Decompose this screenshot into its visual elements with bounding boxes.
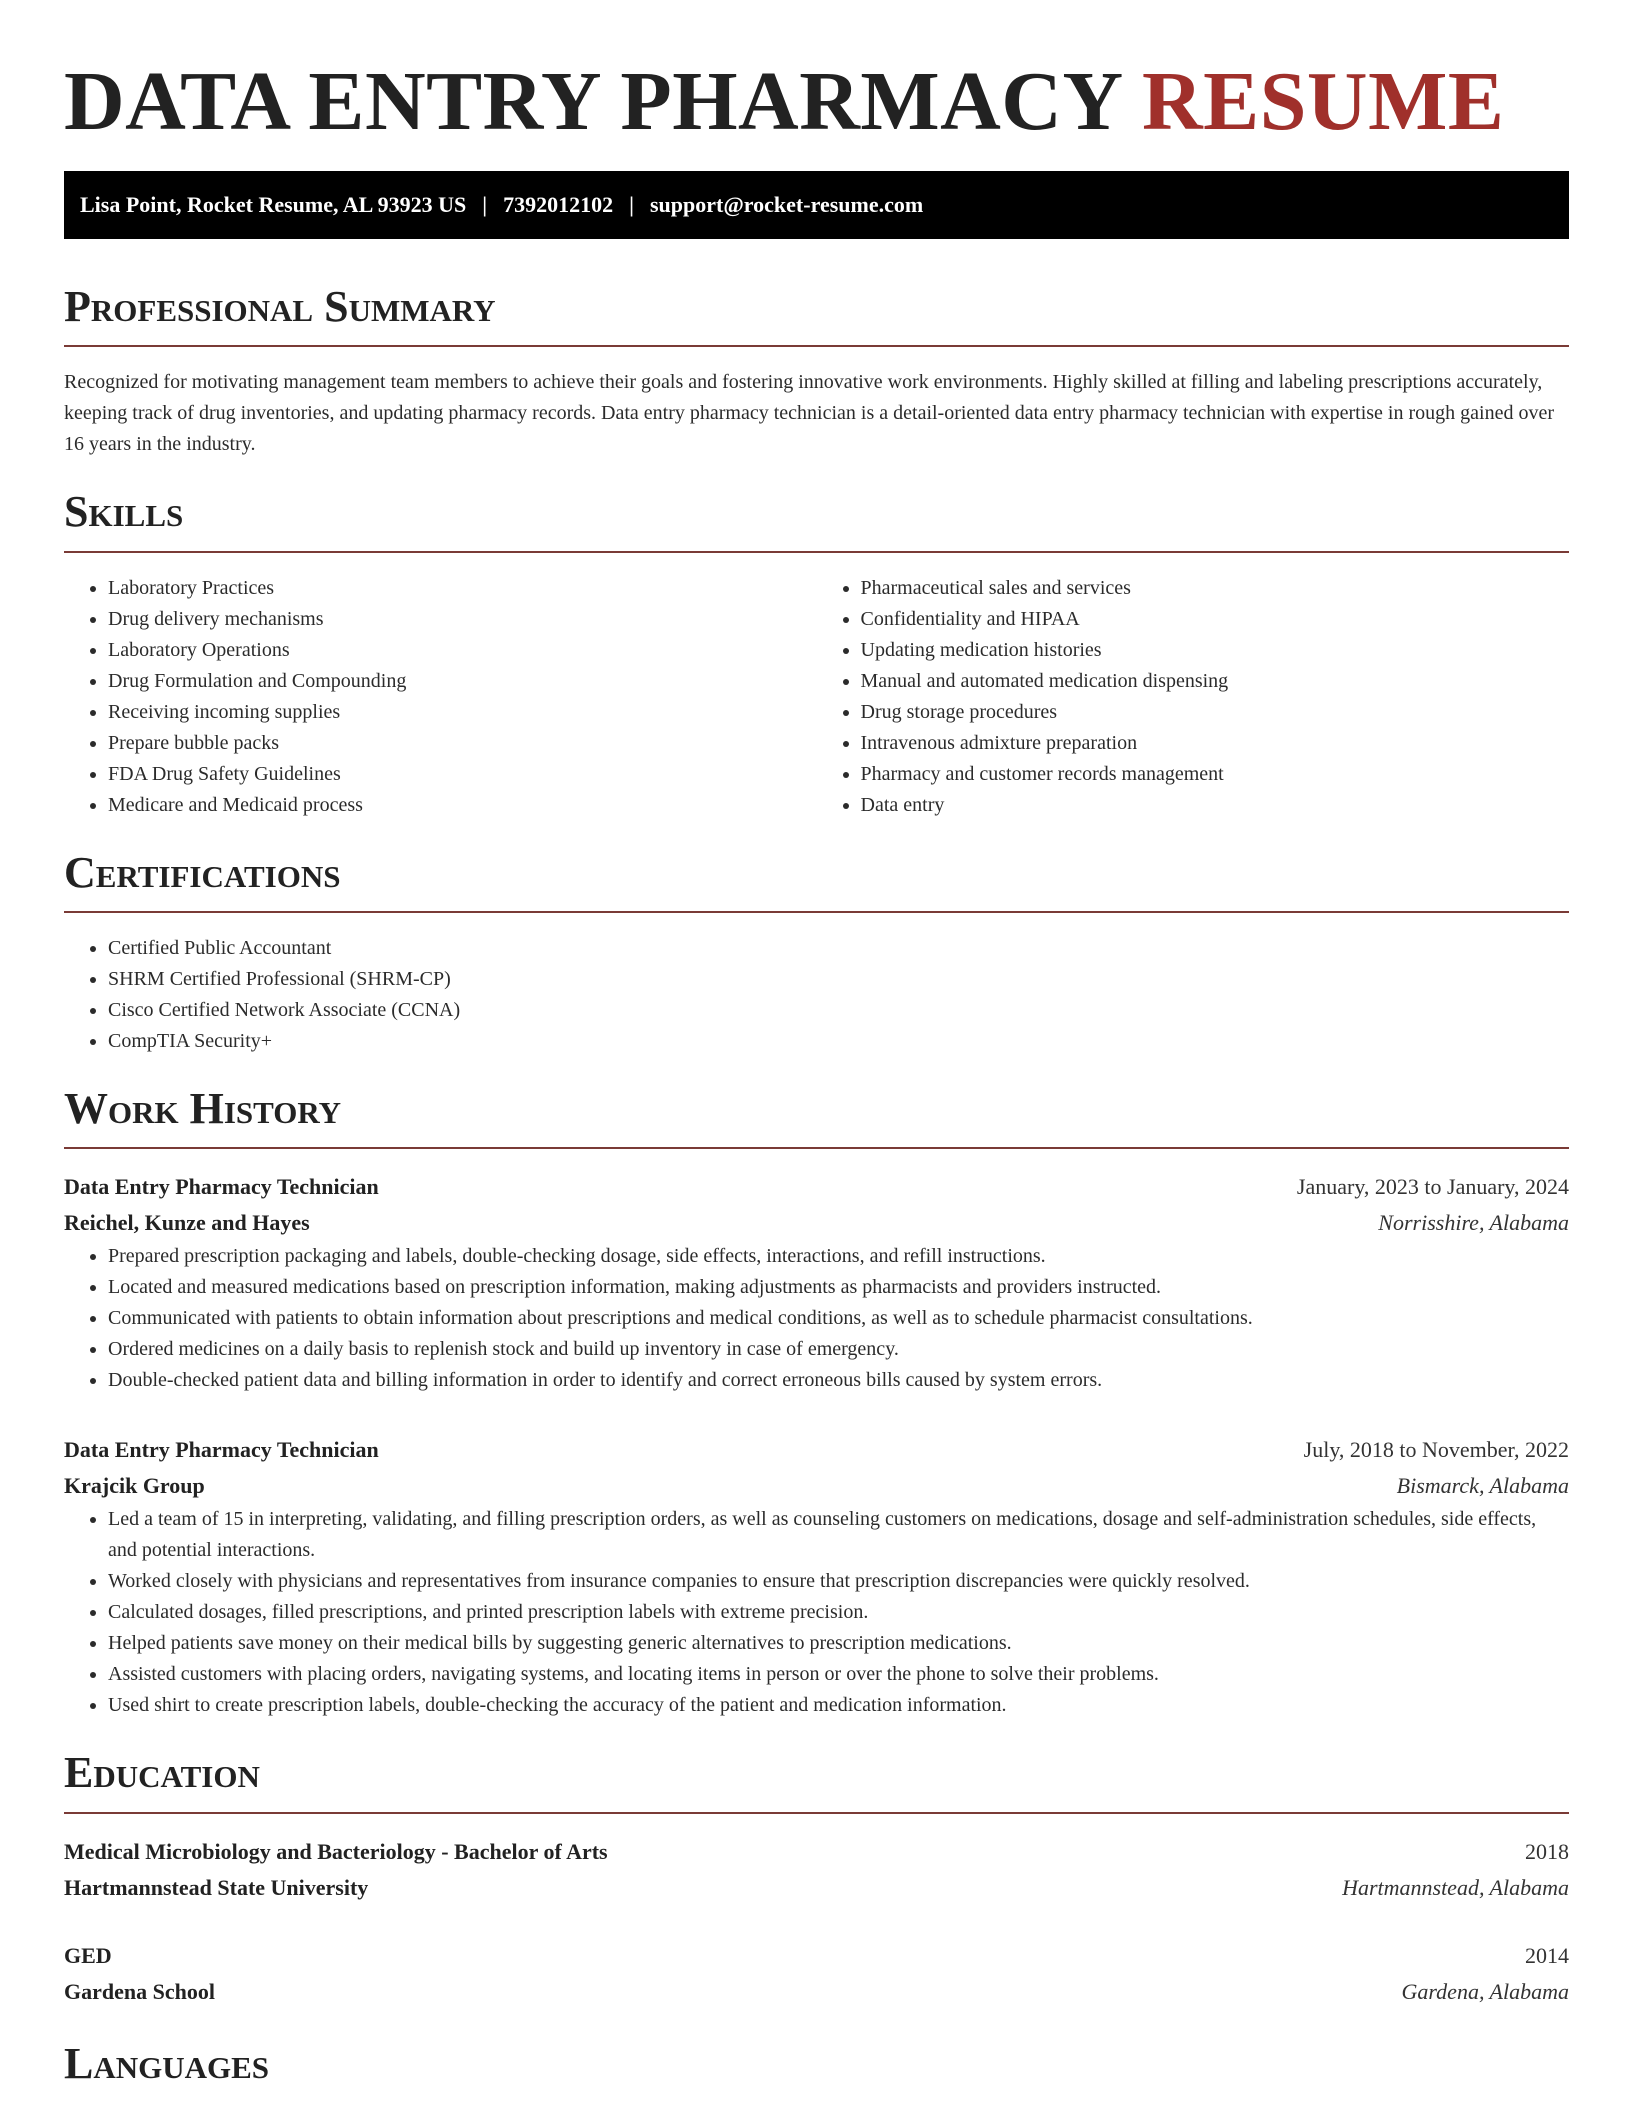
- work-section: [64, 1085, 1569, 1721]
- skill-item: • Laboratory Operations: [108, 635, 817, 666]
- job-company-row: [64, 1205, 1569, 1241]
- skill-item: • Intravenous admixture preparation: [861, 728, 1570, 759]
- skills-list-left: [64, 573, 817, 821]
- skill-item: • Updating medication histories: [861, 635, 1570, 666]
- certification-item: • Cisco Certified Network Associate (CCNA): [108, 995, 1569, 1026]
- skill-item: • Medicare and Medicaid process: [108, 790, 817, 821]
- job-bullet: • Helped patients save money on their medical bills by suggesting generic alternatives to prescription medications.: [108, 1628, 1569, 1659]
- job-dates: July, 2018 to November, 2022: [1303, 1437, 1569, 1463]
- work-heading: Work History: [64, 1083, 342, 1133]
- job-entry: [64, 1169, 1569, 1396]
- skill-item: • Data entry: [861, 790, 1570, 821]
- skills-grid: [64, 573, 1569, 821]
- education-heading: Education: [64, 1748, 260, 1798]
- job-bullet: • Double-checked patient data and billing information in order to identify and correct erroneous bills caused by system errors.: [108, 1365, 1569, 1396]
- education-school-row: [64, 1974, 1569, 2010]
- skill-item: • Manual and automated medication dispensing: [861, 666, 1570, 697]
- skill-item: • Drug Formulation and Compounding: [108, 666, 817, 697]
- job-entry: [64, 1432, 1569, 1721]
- contact-email: support@rocket-resume.com: [649, 191, 924, 217]
- job-bullets: [64, 1241, 1569, 1396]
- job-bullet: • Located and measured medications based on prescription information, making adjustments as pharmacists and providers instructed.: [108, 1272, 1569, 1303]
- section-divider: [64, 551, 1569, 553]
- job-header-row: [64, 1169, 1569, 1205]
- job-dates: January, 2023 to January, 2024: [1296, 1174, 1569, 1200]
- job-bullet: • Assisted customers with placing orders, navigating systems, and locating items in person or over the phone to solve their problems.: [108, 1659, 1569, 1690]
- skill-item: • Receiving incoming supplies: [108, 697, 817, 728]
- job-bullet: • Calculated dosages, filled prescriptions, and printed prescription labels with extreme precision.: [108, 1597, 1569, 1628]
- contact-bar: [64, 171, 1569, 239]
- job-bullet: • Communicated with patients to obtain information about prescriptions and medical conditions, as well as to schedule pharmacist consultations.: [108, 1303, 1569, 1334]
- job-company-row: [64, 1468, 1569, 1504]
- job-location: Norrisshire, Alabama: [1378, 1210, 1569, 1236]
- skill-item: • Drug delivery mechanisms: [108, 604, 817, 635]
- summary-text: Recognized for motivating management team members to achieve their goals and fostering innovative work environments. Highly skilled at filling and labeling prescriptions accurately, keeping track of drug inventories, and updating pharmacy records. Data entry pharmacy technician is a detail-oriented data entry pharmacy technician with expertise in rough gained over 16 years in the industry.: [64, 371, 1554, 456]
- education-school: Gardena School: [64, 1978, 215, 2004]
- skills-list-right: [817, 573, 1570, 821]
- skill-item: • Pharmaceutical sales and services: [861, 573, 1570, 604]
- education-degree-row: [64, 1834, 1569, 1870]
- job-company: Krajcik Group: [64, 1473, 205, 1499]
- title-main: DATA ENTRY PHARMACY: [64, 55, 1121, 148]
- job-header-row: [64, 1432, 1569, 1468]
- contact-separator: |: [482, 191, 488, 217]
- job-bullet: • Worked closely with physicians and representatives from insurance companies to ensure that prescription discrepancies were quickly resolved.: [108, 1566, 1569, 1597]
- languages-heading: Languages: [64, 2038, 270, 2088]
- section-divider: [64, 1147, 1569, 1149]
- job-bullet: • Used shirt to create prescription labels, double-checking the accuracy of the patient and medication information.: [108, 1690, 1569, 1721]
- education-year: 2018: [1525, 1838, 1569, 1864]
- certifications-heading: Certifications: [64, 847, 341, 897]
- education-degree: Medical Microbiology and Bacteriology - Bachelor of Arts: [64, 1838, 608, 1864]
- contact-separator: |: [629, 191, 634, 217]
- job-bullet: • Led a team of 15 in interpreting, validating, and filling prescription orders, as well as counseling customers on medications, dosage and self-administration schedules, side effects, and potential interactions.: [108, 1504, 1569, 1566]
- job-bullet: • Ordered medicines on a daily basis to replenish stock and build up inventory in case of emergency.: [108, 1334, 1569, 1365]
- education-location: Hartmannstead, Alabama: [1342, 1874, 1569, 1900]
- education-year: 2014: [1525, 1942, 1569, 1968]
- skill-item: • Drug storage procedures: [861, 697, 1570, 728]
- job-location: Bismarck, Alabama: [1396, 1473, 1569, 1499]
- contact-phone: 7392012102: [503, 191, 614, 217]
- skill-item: • Prepare bubble packs: [108, 728, 817, 759]
- job-bullet: • Prepared prescription packaging and labels, double-checking dosage, side effects, interactions, and refill instructions.: [108, 1241, 1569, 1272]
- skills-heading: Skills: [64, 487, 184, 537]
- skill-item: • Laboratory Practices: [108, 573, 817, 604]
- skill-item: • Confidentiality and HIPAA: [861, 604, 1570, 635]
- resume-page: [64, 0, 1569, 2088]
- education-entry: [64, 1938, 1569, 2010]
- skill-item: • Pharmacy and customer records management: [861, 759, 1570, 790]
- education-school: Hartmannstead State University: [64, 1874, 369, 1900]
- certifications-section: [64, 849, 1569, 1057]
- section-divider: [64, 911, 1569, 913]
- job-title: Data Entry Pharmacy Technician: [64, 1174, 379, 1200]
- education-degree-row: [64, 1938, 1569, 1974]
- title-accent: RESUME: [1142, 55, 1505, 148]
- contact-address: Lisa Point, Rocket Resume, AL 93923 US: [80, 191, 467, 217]
- job-title: Data Entry Pharmacy Technician: [64, 1437, 379, 1463]
- languages-section: [64, 2040, 1569, 2088]
- resume-title: [64, 0, 1569, 153]
- education-location: Gardena, Alabama: [1401, 1978, 1569, 2004]
- section-divider: [64, 345, 1569, 347]
- skills-section: [64, 488, 1569, 820]
- section-divider: [64, 1812, 1569, 1814]
- certification-item: • SHRM Certified Professional (SHRM-CP): [108, 964, 1569, 995]
- summary-heading: Professional Summary: [64, 281, 496, 331]
- education-section: [64, 1749, 1569, 2009]
- education-school-row: [64, 1870, 1569, 1906]
- education-entry: [64, 1834, 1569, 1906]
- job-bullets: [64, 1504, 1569, 1721]
- certification-item: • Certified Public Accountant: [108, 933, 1569, 964]
- summary-section: [64, 283, 1569, 460]
- job-company: Reichel, Kunze and Hayes: [64, 1210, 310, 1236]
- education-degree: GED: [64, 1942, 112, 1968]
- certification-item: • CompTIA Security+: [108, 1026, 1569, 1057]
- certifications-list: [64, 933, 1569, 1057]
- skill-item: • FDA Drug Safety Guidelines: [108, 759, 817, 790]
